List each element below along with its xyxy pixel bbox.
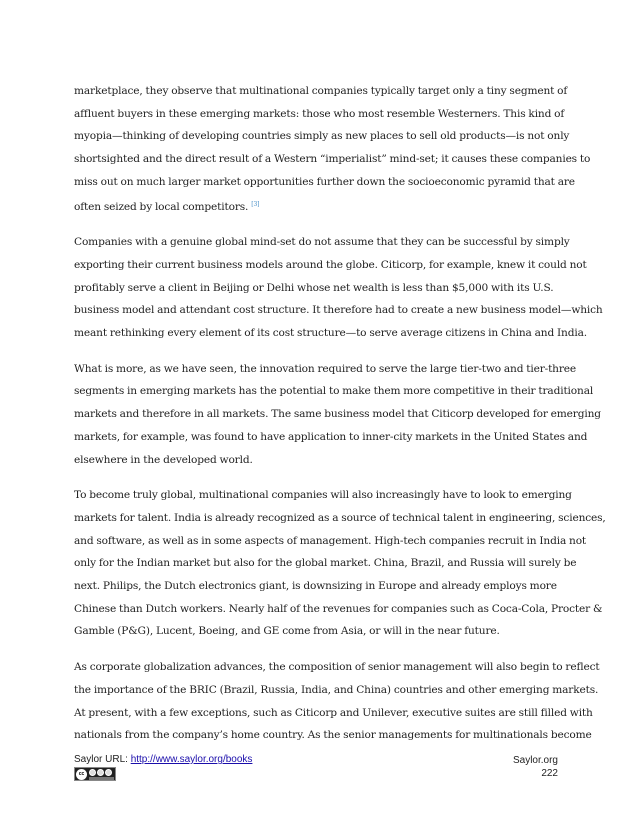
text-line: As corporate globalization advances, the composition of senior management will also begin to reflect — [74, 661, 600, 674]
text-line-with-footnote — [74, 194, 564, 219]
paragraph-3 — [74, 358, 601, 472]
text-line: To become truly global, multinational companies will also increasingly have to look to emerging — [74, 489, 572, 502]
text-line: Chinese than Dutch workers. Nearly half of the revenues for companies such as Coca-Cola, Procter & — [74, 602, 603, 615]
cc-by-icon — [89, 769, 96, 776]
text-line: business model and attendant cost structure. It therefore had to create a new business model—which — [74, 304, 603, 317]
text-line: next. Philips, the Dutch electronics giant, is downsizing in Europe and already employs more — [74, 580, 557, 593]
saylor-books-link[interactable]: http://www.saylor.org/books — [130, 754, 253, 765]
paragraph-4 — [74, 484, 606, 643]
text-line: only for the Indian market but also for the global market. China, Brazil, and Russia will surely be — [74, 557, 577, 570]
creative-commons-license-icon[interactable] — [74, 767, 116, 781]
cc-label-bar — [89, 777, 114, 780]
cc-sa-icon — [105, 769, 112, 776]
text-line: often seized by local competitors. — [74, 200, 249, 213]
text-line: the importance of the BRIC (Brazil, Russia, India, and China) countries and other emerging markets. — [74, 683, 599, 696]
text-line: markets, for example, was found to have application to inner-city markets in the United States and — [74, 430, 588, 443]
footer-site-name: Saylor.org — [512, 755, 558, 766]
text-line: myopia—thinking of developing countries simply as new places to sell old products—is not only — [74, 130, 570, 143]
text-line: marketplace, they observe that multinational companies typically target only a tiny segment of — [74, 85, 568, 97]
text-line: exporting their current business models around the globe. Citicorp, for example, knew it could not — [74, 258, 587, 271]
page-number: 222 — [541, 768, 558, 779]
footnote-ref-link[interactable]: [3] — [251, 200, 260, 208]
footer-page-info — [513, 754, 558, 780]
text-line: shortsighted and the direct result of a Western “imperialist” mind-set; it causes these companies to — [74, 153, 591, 166]
text-line: affluent buyers in these emerging markets: those who most resemble Westerners. This kind of — [74, 107, 565, 120]
text-line: markets and therefore in all markets. The same business model that Citicorp developed for emerging — [74, 408, 601, 421]
text-line: segments in emerging markets has the potential to make them more competitive in their traditional — [74, 385, 594, 398]
text-line: meant rethinking every element of its cost structure—to serve average citizens in China and India. — [74, 327, 587, 340]
footer-source — [74, 754, 252, 765]
text-line: At present, with a few exceptions, such as Citicorp and Unilever, executive suites are still filled with — [74, 706, 593, 719]
paragraph-1 — [74, 80, 591, 218]
cc-attribution-icons — [89, 769, 114, 780]
text-line: nationals from the company’s home country. As the senior managements for multinationals become — [74, 729, 592, 742]
paragraph-5 — [74, 656, 600, 747]
paragraph-2 — [74, 231, 603, 345]
cc-nc-icon — [97, 769, 104, 776]
text-line: Companies with a genuine global mind-set do not assume that they can be successful by simply — [74, 236, 570, 249]
text-line: markets for talent. India is already recognized as a source of technical talent in engineering, sciences, — [74, 511, 606, 524]
text-line: elsewhere in the developed world. — [74, 453, 253, 466]
text-line: What is more, as we have seen, the innovation required to serve the large tier-two and tier-three — [74, 362, 577, 375]
footer-url-label: Saylor URL: — [74, 754, 131, 765]
text-line: Gamble (P&G), Lucent, Boeing, and GE come from Asia, or will in the near future. — [74, 625, 500, 638]
page-body — [74, 80, 606, 760]
text-line: profitably serve a client in Beijing or Delhi whose net wealth is less than $5,000 with its U.S. — [74, 281, 554, 294]
cc-logo-icon: cc — [76, 769, 87, 780]
text-line: miss out on much larger market opportunities further down the socioeconomic pyramid that are — [74, 175, 575, 188]
text-line: and software, as well as in some aspects of management. High-tech companies recruit in India not — [74, 534, 587, 547]
